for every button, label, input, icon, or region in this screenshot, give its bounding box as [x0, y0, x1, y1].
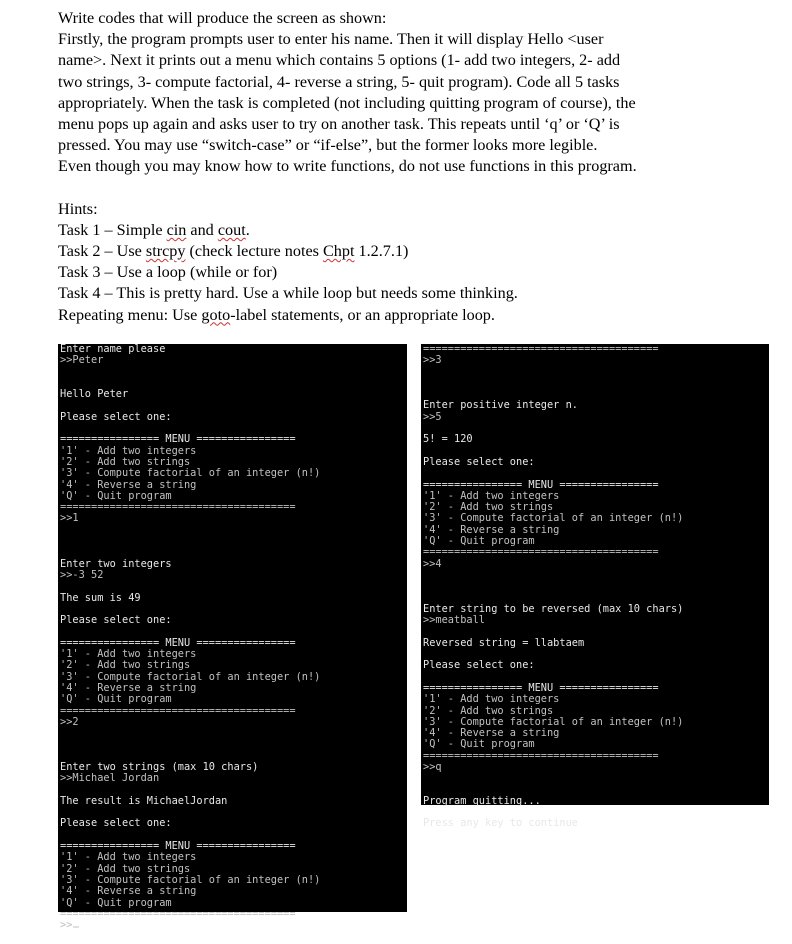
- console-line: [58, 728, 407, 739]
- hint-text: -label statements, or an appropriate loop.: [230, 305, 495, 324]
- console-line: [421, 773, 769, 784]
- spell-flagged-word: Chpt: [322, 242, 355, 261]
- console-line: Program quitting...: [423, 794, 541, 807]
- console-line: '4' - Reverse a string: [423, 523, 560, 536]
- console-line: '2' - Add two strings: [60, 659, 191, 672]
- console-line: '4' - Reverse a string: [60, 885, 197, 898]
- hint-text: Task 2 – Use: [58, 242, 146, 261]
- console-line: '1' - Add two integers: [60, 648, 197, 661]
- console-line: '4' - Reverse a string: [423, 727, 560, 740]
- console-line: >>-3 52: [60, 568, 104, 581]
- console-line: Reversed string = llabtaem: [423, 636, 585, 649]
- console-line: Enter two integers: [60, 557, 172, 570]
- hint-task-3: Task 3 – Use a loop (while or for): [58, 263, 278, 282]
- console-line: Enter positive integer n.: [423, 399, 578, 412]
- intro-line: appropriately. When the task is completed (not including quitting program of course), the: [58, 93, 636, 112]
- console-line: ================ MENU ================: [60, 636, 296, 649]
- hint-text: 1.2.7.1): [354, 242, 409, 261]
- console-line: [421, 423, 769, 434]
- console-line: 'Q' - Quit program: [423, 535, 535, 548]
- hint-text: and: [186, 220, 218, 239]
- console-line: >>meatball: [423, 614, 485, 627]
- console-line: ======================================: [60, 501, 296, 514]
- intro-line: two strings, 3- compute factorial, 4- reverse a string, 5- quit program). Code all 5 tasks: [58, 72, 620, 91]
- console-line: >>5: [423, 410, 442, 423]
- spell-flagged-word: strcpy: [145, 242, 186, 261]
- console-line: Enter two strings (max 10 chars): [60, 760, 259, 773]
- console-line: [58, 525, 407, 536]
- console-line: >>: [58, 920, 407, 931]
- hint-task-2: [58, 241, 738, 262]
- console-line: '3' - Compute factorial of an integer (n!): [423, 715, 684, 728]
- console-line: Please select one:: [60, 614, 172, 627]
- hints-section: [58, 199, 738, 326]
- console-line: Press any key to continue: [423, 817, 578, 830]
- console-line: Please select one:: [60, 410, 172, 423]
- hint-task-4: Task 4 – This is pretty hard. Use a while loop but needs some thinking.: [58, 284, 518, 303]
- console-line: [421, 468, 769, 479]
- console-line: ================ MENU ================: [60, 433, 296, 446]
- console-line: 5! = 120: [423, 433, 473, 446]
- console-line: The sum is 49: [60, 591, 141, 604]
- console-line: 'Q' - Quit program: [60, 693, 172, 706]
- console-line: [421, 581, 769, 592]
- console-line: [421, 378, 769, 389]
- intro-line: pressed. You may use “switch-case” or “if-else”, but the former looks more legible.: [58, 136, 598, 155]
- console-line: Please select one:: [423, 659, 535, 672]
- hint-text: .: [245, 220, 250, 239]
- console-line: ======================================: [423, 749, 659, 762]
- hints-title: Hints:: [58, 199, 98, 218]
- console-line: '1' - Add two integers: [60, 851, 197, 864]
- instructions-paragraph: [58, 8, 738, 178]
- console-line: ================ MENU ================: [60, 840, 296, 853]
- console-line: >>Michael Jordan: [60, 772, 160, 785]
- console-line: ======================================: [60, 907, 296, 920]
- console-screenshot-right: [421, 343, 769, 830]
- hint-text: Repeating menu: Use: [58, 305, 202, 324]
- console-line: The result is MichaelJordan: [60, 794, 228, 807]
- console-line: '2' - Add two strings: [60, 862, 191, 875]
- console-line: '2' - Add two strings: [423, 704, 554, 717]
- console-line: Enter name please: [60, 343, 166, 355]
- console-line: '3' - Compute factorial of an integer (n!): [60, 873, 321, 886]
- console-line: '3' - Compute factorial of an integer (n!): [60, 467, 321, 480]
- console-line: 'Q' - Quit program: [60, 896, 172, 909]
- console-line: >>Peter: [60, 354, 104, 367]
- spell-flagged-word: goto: [201, 305, 231, 324]
- intro-line: Even though you may know how to write functions, do not use functions in this program.: [58, 157, 637, 176]
- console-line: Hello Peter: [60, 388, 129, 401]
- console-line: '2' - Add two strings: [60, 455, 191, 468]
- console-line: Please select one:: [423, 455, 535, 468]
- hint-task-1: [58, 220, 738, 241]
- console-line: [58, 581, 407, 592]
- spell-flagged-word: cout: [217, 220, 246, 239]
- spell-flagged-word: cin: [166, 220, 187, 239]
- console-line: ================ MENU ================: [423, 478, 659, 491]
- console-line: '3' - Compute factorial of an integer (n!): [60, 670, 321, 683]
- console-line: '1' - Add two integers: [60, 444, 197, 457]
- console-line: Please select one:: [60, 817, 172, 830]
- console-line: ======================================: [423, 343, 659, 355]
- console-line: '4' - Reverse a string: [60, 478, 197, 491]
- console-line: '2' - Add two strings: [423, 501, 554, 514]
- console-line: >>q: [423, 760, 442, 773]
- console-line: 'Q' - Quit program: [423, 738, 535, 751]
- console-line: >>3: [423, 354, 442, 367]
- console-line: >>1: [60, 512, 79, 525]
- intro-line: Firstly, the program prompts user to enter his name. Then it will display Hello <user: [58, 30, 604, 49]
- console-line: [58, 547, 407, 558]
- intro-line: menu pops up again and asks user to try on another task. This repeats until ‘q’ or ‘Q’ is: [58, 115, 620, 134]
- console-line: '1' - Add two integers: [423, 693, 560, 706]
- console-line: ======================================: [60, 704, 296, 717]
- hint-text: Task 1 – Simple: [58, 220, 167, 239]
- console-screenshot-left: [58, 343, 407, 932]
- console-line: Enter string to be reversed (max 10 chars): [423, 602, 684, 615]
- hint-repeating-menu: [58, 305, 738, 326]
- console-line: >>4: [423, 557, 442, 570]
- console-line: ================ MENU ================: [423, 681, 659, 694]
- hint-text: (check lecture notes: [185, 242, 323, 261]
- console-line: [421, 367, 769, 378]
- console-line: [58, 367, 407, 378]
- intro-line: Write codes that will produce the screen as shown:: [58, 9, 387, 27]
- console-line: '1' - Add two integers: [423, 489, 560, 502]
- console-line: 'Q' - Quit program: [60, 489, 172, 502]
- console-line: [58, 536, 407, 547]
- console-line: [58, 739, 407, 750]
- console-line: >>2: [60, 715, 79, 728]
- console-line: '3' - Compute factorial of an integer (n!): [423, 512, 684, 525]
- text-cursor-icon: [73, 926, 79, 928]
- assignment-document: [58, 8, 738, 326]
- console-line: ======================================: [423, 546, 659, 559]
- intro-line: name>. Next it prints out a menu which contains 5 options (1- add two integers, 2- add: [58, 51, 621, 70]
- console-line: '4' - Reverse a string: [60, 681, 197, 694]
- console-line: [421, 570, 769, 581]
